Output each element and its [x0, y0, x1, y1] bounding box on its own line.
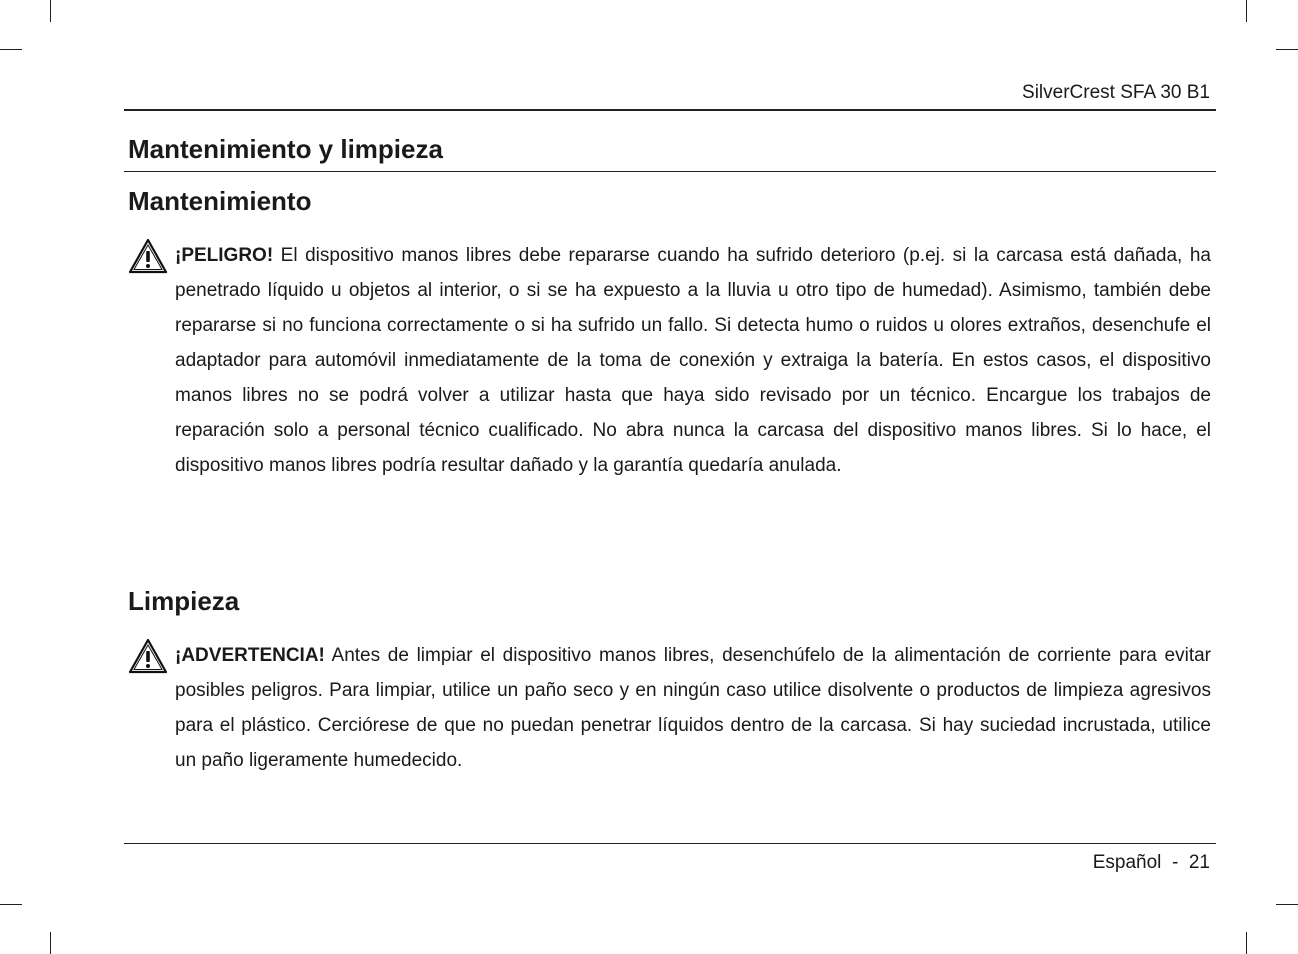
crop-mark	[1246, 0, 1247, 22]
warning-triangle-icon	[128, 238, 168, 274]
footer-separator: -	[1171, 852, 1179, 873]
crop-mark	[1246, 932, 1247, 954]
crop-mark	[0, 49, 22, 50]
page-number: 21	[1188, 852, 1210, 873]
maintenance-warning-paragraph	[175, 238, 1211, 483]
header-rule	[124, 109, 1216, 111]
cleaning-warning-paragraph	[175, 638, 1211, 778]
crop-mark	[1276, 49, 1298, 50]
crop-mark	[50, 0, 51, 22]
footer-rule	[124, 843, 1216, 844]
crop-mark	[1276, 904, 1298, 905]
warning-triangle-icon	[128, 638, 168, 674]
maintenance-warning-text: El dispositivo manos libres debe repararse cuando ha sufrido deterioro (p.ej. si la carcasa está dañada, ha penetrado líquido u objetos al interior, o si se ha expuesto a la lluvia u otro tipo de humedad). Asimismo, también debe repararse si no funciona correctamente o si ha sufrido un fallo. Si detecta humo o ruidos u olores extraños, desenchufe el adaptador para automóvil inmediatamente de la toma de conexión y extraiga la batería. En estos casos, el dispositivo manos libres no se podrá volver a utilizar hasta que haya sido revisado por un técnico. Encargue los trabajos de reparación solo a personal técnico cualificado. No abra nunca la carcasa del dispositivo manos libres. Si lo hace, el dispositivo manos libres podría resultar dañado y la garantía quedaría anulada.	[175, 245, 1211, 476]
danger-label: ¡PELIGRO!	[175, 245, 274, 266]
cleaning-warning-text: Antes de limpiar el dispositivo manos libres, desenchúfelo de la alimentación de corriente para evitar posibles peligros. Para limpiar, utilice un paño seco y en ningún caso utilice disolvente o productos de limpieza agresivos para el plástico. Cerciórese de que no puedan penetrar líquidos dentro de la carcasa. Si hay suciedad incrustada, utilice un paño ligeramente humedecido.	[175, 645, 1211, 771]
crop-mark	[50, 932, 51, 954]
section-title-rule	[124, 171, 1216, 172]
warning-label: ¡ADVERTENCIA!	[175, 645, 325, 666]
section-title: Mantenimiento y limpieza	[128, 134, 443, 164]
crop-mark	[0, 904, 22, 905]
footer-language: Español	[1092, 852, 1162, 873]
page-footer	[1093, 852, 1210, 874]
maintenance-heading: Mantenimiento	[128, 186, 312, 216]
cleaning-heading: Limpieza	[128, 586, 240, 616]
header-product-name: SilverCrest SFA 30 B1	[1022, 82, 1210, 103]
